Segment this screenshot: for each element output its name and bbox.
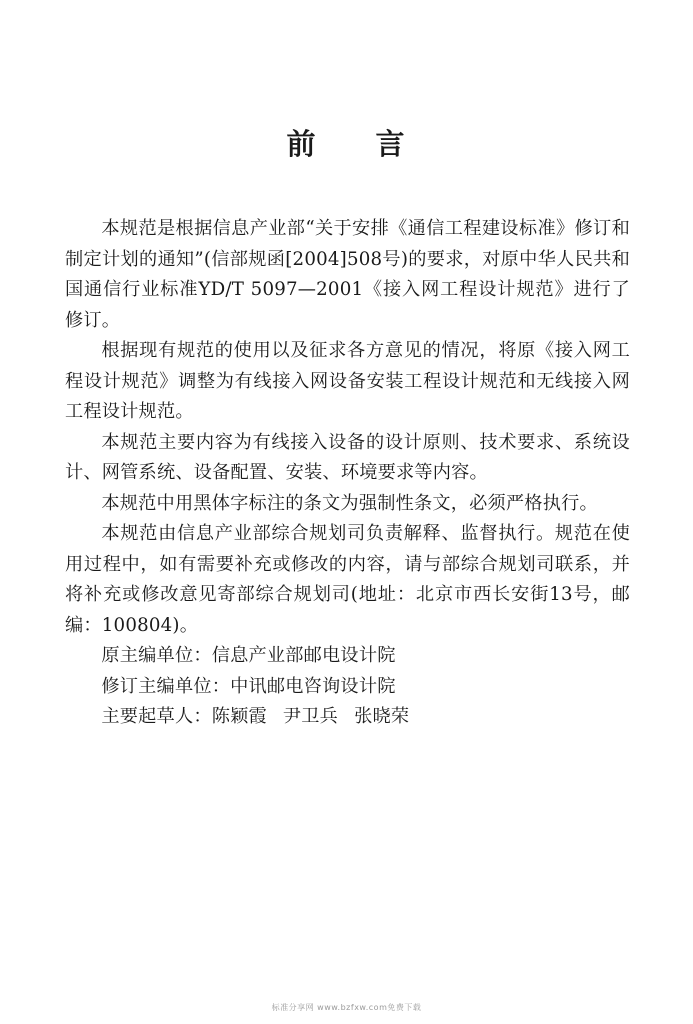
paragraph-interpretation: 本规范由信息产业部综合规划司负责解释、监督执行。规范在使用过程中，如有需要补充或修改的内容，请与部综合规划司联系，并将补充或修改意见寄部综合规划司(地址：北京市西长安街13号，邮编：100804)。 (65, 523, 630, 636)
revision-editor-label: 修订主编单位： (101, 675, 231, 697)
original-editor-line (65, 641, 630, 672)
paragraph-main-content: 本规范主要内容为有线接入设备的设计原则、技术要求、系统设计、网管系统、设备配置、安装、环境要求等内容。 (65, 431, 630, 483)
paragraph-adjustment: 根据现有规范的使用以及征求各方意见的情况，将原《接入网工程设计规范》调整为有线接入网设备安装工程设计规范和无线接入网工程设计规范。 (65, 340, 630, 422)
page-title (0, 124, 693, 164)
document-body (65, 214, 630, 733)
revision-editor-unit: 中讯邮电咨询设计院 (230, 675, 396, 697)
title-char-1: 前 (286, 127, 318, 161)
drafters-line (65, 702, 630, 733)
drafter-name: 尹卫兵 (282, 706, 339, 727)
drafter-name: 张晓荣 (354, 706, 410, 727)
footer-watermark: 标准分享网 www.bzfxw.com免费下载 (271, 1003, 422, 1012)
paragraph-mandatory-clauses: 本规范中用黑体字标注的条文为强制性条文，必须严格执行。 (101, 492, 598, 514)
paragraph-revision-basis: 本规范是根据信息产业部“关于安排《通信工程建设标准》修订和制定计划的通知”(信部规函[2004]508号)的要求，对原中华人民共和国通信行业标准YD/T 5097—2001《接入网工程设计规范》进行了修订。 (65, 218, 630, 331)
drafters-label: 主要起草人： (101, 706, 212, 727)
original-editor-label: 原主编单位： (101, 645, 212, 666)
title-char-2: 言 (375, 127, 407, 161)
drafter-name: 陈颖霞 (211, 706, 267, 727)
original-editor-unit: 信息产业部邮电设计院 (211, 645, 396, 666)
revision-editor-line (65, 672, 630, 703)
